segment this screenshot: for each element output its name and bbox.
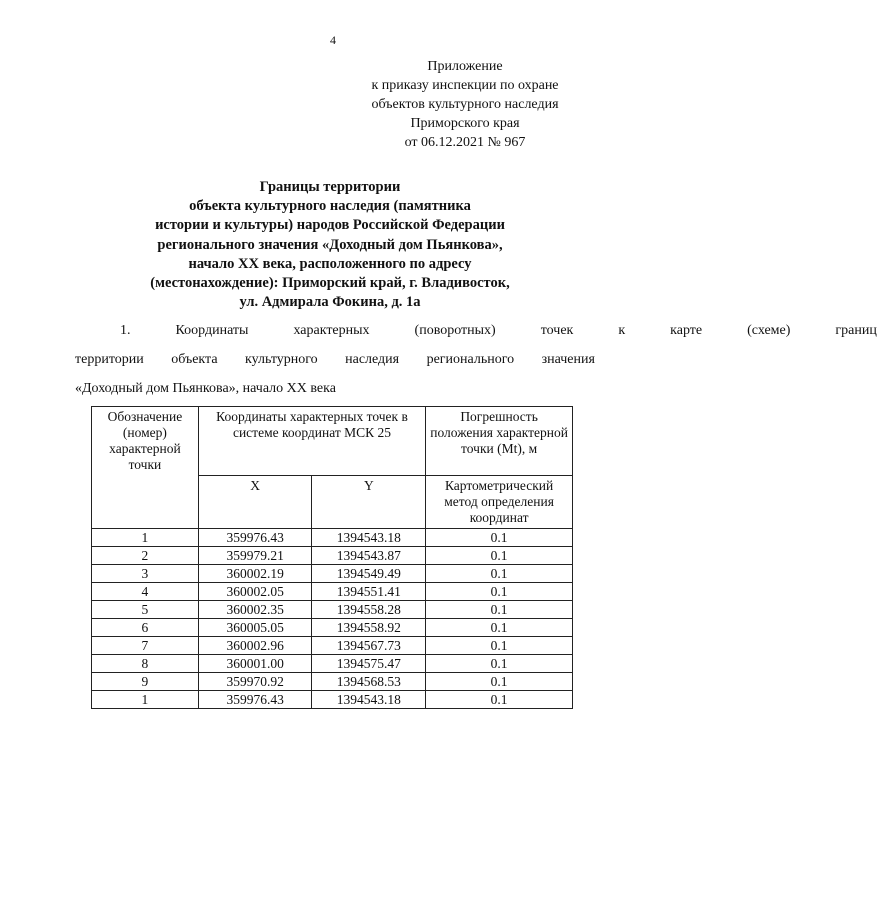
header-error: Погрешность положения характерной точки (Mt), м <box>426 407 573 476</box>
title-line: (местонахождение): Приморский край, г. Владивосток, <box>150 275 510 292</box>
word: (поворотных) <box>414 323 496 338</box>
table-row <box>92 547 573 565</box>
x-value: 360002.19 <box>198 565 312 583</box>
title-line: ул. Адмирала Фокина, д. 1а <box>239 294 421 311</box>
x-value: 360002.35 <box>198 601 312 619</box>
word: культурного <box>245 352 318 367</box>
point-number: 1 <box>92 529 199 547</box>
appendix-line: объектов культурного наследия <box>371 97 559 112</box>
document-title <box>60 178 600 312</box>
page-number: 4 <box>330 33 336 47</box>
point-number: 5 <box>92 601 199 619</box>
point-number: 6 <box>92 619 199 637</box>
word: границ <box>835 323 877 338</box>
x-value: 359979.21 <box>198 547 312 565</box>
word: наследия <box>345 352 400 367</box>
point-number: 8 <box>92 655 199 673</box>
coordinates-paragraph <box>75 322 877 398</box>
y-value: 1394543.18 <box>312 691 426 709</box>
title-line: начало XX века, расположенного по адресу <box>188 255 472 272</box>
point-number: 2 <box>92 547 199 565</box>
title-line: регионального значения «Доходный дом Пьянкова», <box>157 236 503 253</box>
title-line: объекта культурного наследия (памятника <box>189 198 471 215</box>
y-value: 1394558.28 <box>312 601 426 619</box>
point-number: 4 <box>92 583 199 601</box>
table-row <box>92 583 573 601</box>
appendix-line: от 06.12.2021 № 967 <box>404 135 526 150</box>
word: 1. <box>120 323 131 338</box>
table-row <box>92 673 573 691</box>
appendix-block <box>350 57 580 152</box>
table-row <box>92 601 573 619</box>
x-value: 360001.00 <box>198 655 312 673</box>
word: значения <box>541 352 595 367</box>
point-number: 1 <box>92 691 199 709</box>
error-value: 0.1 <box>426 655 573 673</box>
header-method: Картометрический метод определения координат <box>426 476 573 529</box>
error-value: 0.1 <box>426 673 573 691</box>
word: Координаты <box>175 323 249 338</box>
y-value: 1394575.47 <box>312 655 426 673</box>
error-value: 0.1 <box>426 619 573 637</box>
word: территории <box>75 352 144 367</box>
header-x: X <box>198 476 312 529</box>
x-value: 359976.43 <box>198 691 312 709</box>
error-value: 0.1 <box>426 637 573 655</box>
y-value: 1394549.49 <box>312 565 426 583</box>
word: характерных <box>293 323 370 338</box>
error-value: 0.1 <box>426 565 573 583</box>
appendix-line: к приказу инспекции по охране <box>371 78 559 93</box>
title-line: истории и культуры) народов Российской Федерации <box>155 217 505 234</box>
table-row <box>92 655 573 673</box>
table-row <box>92 565 573 583</box>
appendix-line: Приморского края <box>410 116 520 131</box>
y-value: 1394568.53 <box>312 673 426 691</box>
error-value: 0.1 <box>426 601 573 619</box>
error-value: 0.1 <box>426 691 573 709</box>
word: точек <box>540 323 574 338</box>
table-row <box>92 691 573 709</box>
header-point-number: Обозначение (номер) характерной точки <box>92 407 199 529</box>
word: карте <box>670 323 703 338</box>
error-value: 0.1 <box>426 583 573 601</box>
error-value: 0.1 <box>426 547 573 565</box>
appendix-line: Приложение <box>427 59 503 74</box>
y-value: 1394543.18 <box>312 529 426 547</box>
x-value: 360005.05 <box>198 619 312 637</box>
word: к <box>618 323 626 338</box>
table-header-row <box>92 407 573 476</box>
x-value: 360002.05 <box>198 583 312 601</box>
table-row <box>92 529 573 547</box>
word: (схеме) <box>747 323 791 338</box>
x-value: 359976.43 <box>198 529 312 547</box>
y-value: 1394567.73 <box>312 637 426 655</box>
point-number: 7 <box>92 637 199 655</box>
y-value: 1394558.92 <box>312 619 426 637</box>
x-value: 359970.92 <box>198 673 312 691</box>
table-row <box>92 619 573 637</box>
table-row <box>92 637 573 655</box>
paragraph-line-3: «Доходный дом Пьянкова», начало XX века <box>75 381 336 396</box>
paragraph-line-2 <box>75 351 595 369</box>
y-value: 1394543.87 <box>312 547 426 565</box>
header-coordinates: Координаты характерных точек в системе координат МСК 25 <box>198 407 425 476</box>
x-value: 360002.96 <box>198 637 312 655</box>
paragraph-line-1 <box>75 322 877 340</box>
point-number: 3 <box>92 565 199 583</box>
y-value: 1394551.41 <box>312 583 426 601</box>
title-line: Границы территории <box>259 179 401 195</box>
word: объекта <box>171 352 218 367</box>
point-number: 9 <box>92 673 199 691</box>
coordinates-table <box>91 406 573 709</box>
error-value: 0.1 <box>426 529 573 547</box>
header-y: Y <box>312 476 426 529</box>
word: регионального <box>426 352 515 367</box>
